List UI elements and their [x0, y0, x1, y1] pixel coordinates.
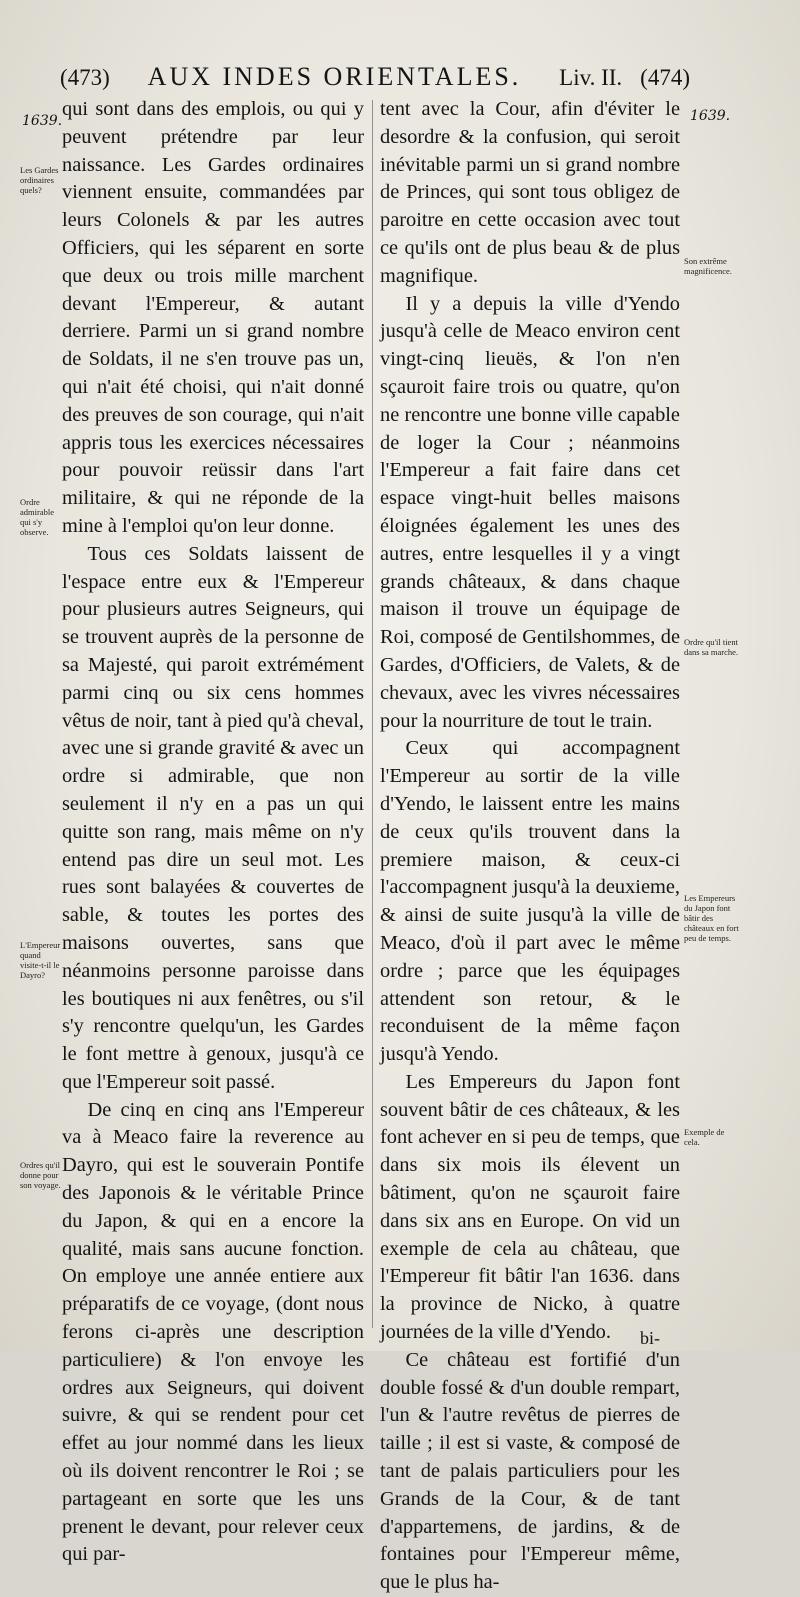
left-paragraph-1: qui sont dans des emplois, ou qui y peuvent prétendre par leur naissance. Les Gardes ordinaires viennent ensuite, commandées par leurs Colonels & par les autres Officiers, qui les séparent en sorte que deux ou trois mille marchent devant l'Empereur, & autant derriere. Parmi un si grand nombre de Soldats, il ne s'en trouve pas un, qui n'ait été choisi, qui n'ait donné des preuves de son courage, qui n'ait appris tous les exercices nécessaires pour pouvoir reüssir dans l'art militaire, & qui ne réponde de la mine à l'emploi qu'on leur donne.	[62, 98, 364, 537]
right-paragraph-2: Il y a depuis la ville d'Yendo jusqu'à celle de Meaco environ cent vingt-cinq lieuës, & l'on n'en sçauroit faire trois ou quatre, qu'on ne rencontre une bonne ville capable de loger la Cour ; néanmoins l'Empereur a fait faire dans cet espace vingt-huit belles maisons éloignées également les unes des autres, entre lesquelles il y a vingt grands châteaux, & dans chaque maison il trouve un équipage de Roi, composé de Gentilshommes, de Gardes, d'Officiers, de Valets, & de chevaux, avec les vivres nécessaires pour la nourriture de tout le train.	[380, 292, 680, 732]
column-divider	[372, 100, 373, 1328]
margin-note-left-1: Les Gardes ordinaires quels?	[20, 165, 59, 195]
margin-note-right-4: Exemple de cela.	[684, 1127, 725, 1147]
year-left: 1639.	[22, 113, 63, 129]
right-paragraph-4: Les Empereurs du Japon font souvent bâtir de ces châteaux, & les font achever en si peu de temps, que dans six mois ils élevent un bâtiment, qu'on ne sçauroit faire dans six ans en Europe. On vid un exemple de cela au château, que l'Empereur fit bâtir l'an 1636. dans la province de Nicko, à quatre journées de la ville d'Yendo.	[380, 1070, 680, 1344]
margin-note-left-4: Ordres qu'il donne pour son voyage.	[20, 1160, 61, 1190]
margin-note-right-3: Les Empereurs du Japon font bâtir des châteaux en fort peu de temps.	[684, 893, 739, 943]
right-paragraph-5: Ce château est fortifié d'un double fossé & d'un double rempart, l'un & l'autre revêtus de pierres de taille ; il est si vaste, & composé de tant de palais particuliers pour les Grands de la Cour, & de tant d'appartemens, de jardins, & de fontaines pour l'Empereur même, que le plus ha-	[380, 1348, 680, 1594]
margin-note-right-2: Ordre qu'il tient dans sa marche.	[684, 637, 739, 657]
book-number: Liv. II.	[559, 65, 623, 90]
running-header	[60, 62, 690, 98]
page-number-left: (473)	[60, 65, 110, 90]
right-paragraph-3: Ceux qui accompagnent l'Empereur au sortir de la ville d'Yendo, le laissent entre les mains de ceux qu'ils trouvent dans la premiere maison, & ceux-ci l'accompagnent jusqu'à la deuxieme, & ainsi de suite jusqu'à la ville de Meaco, d'où il part avec le même ordre ; parce que les équipages attendent son retour, & le reconduisent de la même façon jusqu'à Yendo.	[380, 737, 680, 1066]
page-number-right: (474)	[640, 65, 690, 90]
catchword: bi-	[640, 1328, 660, 1348]
year-right: 1639.	[690, 108, 731, 124]
left-paragraph-2: Tous ces Soldats laissent de l'espace entre eux & l'Empereur pour plusieurs autres Seigneurs, qui se trouvent auprès de la personne de sa Majesté, qui paroit extrémément parmi cinq ou six cens hommes vêtus de noir, tant à pied qu'à cheval, avec une si grande gravité & avec un ordre si admirable, que non seulement il n'y en a pas un qui quitte son rang, mais même on n'y entend pas dire un seul mot. Les rues sont balayées & couvertes de sable, & toutes les portes des maisons ouvertes, sans que néanmoins personne paroisse dans les boutiques ni aux fenêtres, ou s'il s'y rencontre quelqu'un, les Gardes le font mettre à genoux, jusqu'à ce que l'Empereur soit passé.	[62, 542, 364, 1093]
running-title: AUX INDES ORIENTALES.	[147, 62, 522, 91]
margin-note-left-3: L'Empereur quand visite-t-il le Dayro?	[20, 940, 61, 980]
left-column	[62, 96, 364, 1566]
left-paragraph-3: De cinq en cinq ans l'Empereur va à Meaco faire la reverence au Dayro, qui est le souverain Pontife des Japonois & le véritable Prince du Japon, & qui en a encore la qualité, mais sans aucune fonction. On employe une année entiere aux préparatifs de ce voyage, (dont nous ferons ci-après une description particuliere) & l'on envoye les ordres aux Seigneurs, qui doivent suivre, & qui se rendent pour cet effet au jour nommé dans les lieux où ils doivent rencontrer le Roi ; se partageant en sorte que les uns prenent le devant, pour relever ceux qui par-	[62, 1098, 364, 1566]
right-paragraph-1: tent avec la Cour, afin d'éviter le desordre & la confusion, qui seroit inévitable parmi un si grand nombre de Princes, qui sont tous obligez de paroitre en cette occasion avec tout ce qu'ils ont de plus beau & de plus magnifique.	[380, 98, 680, 287]
margin-note-right-1: Son extrême magnificence.	[684, 256, 732, 276]
margin-note-left-2: Ordre admirable qui s'y observe.	[20, 497, 54, 537]
